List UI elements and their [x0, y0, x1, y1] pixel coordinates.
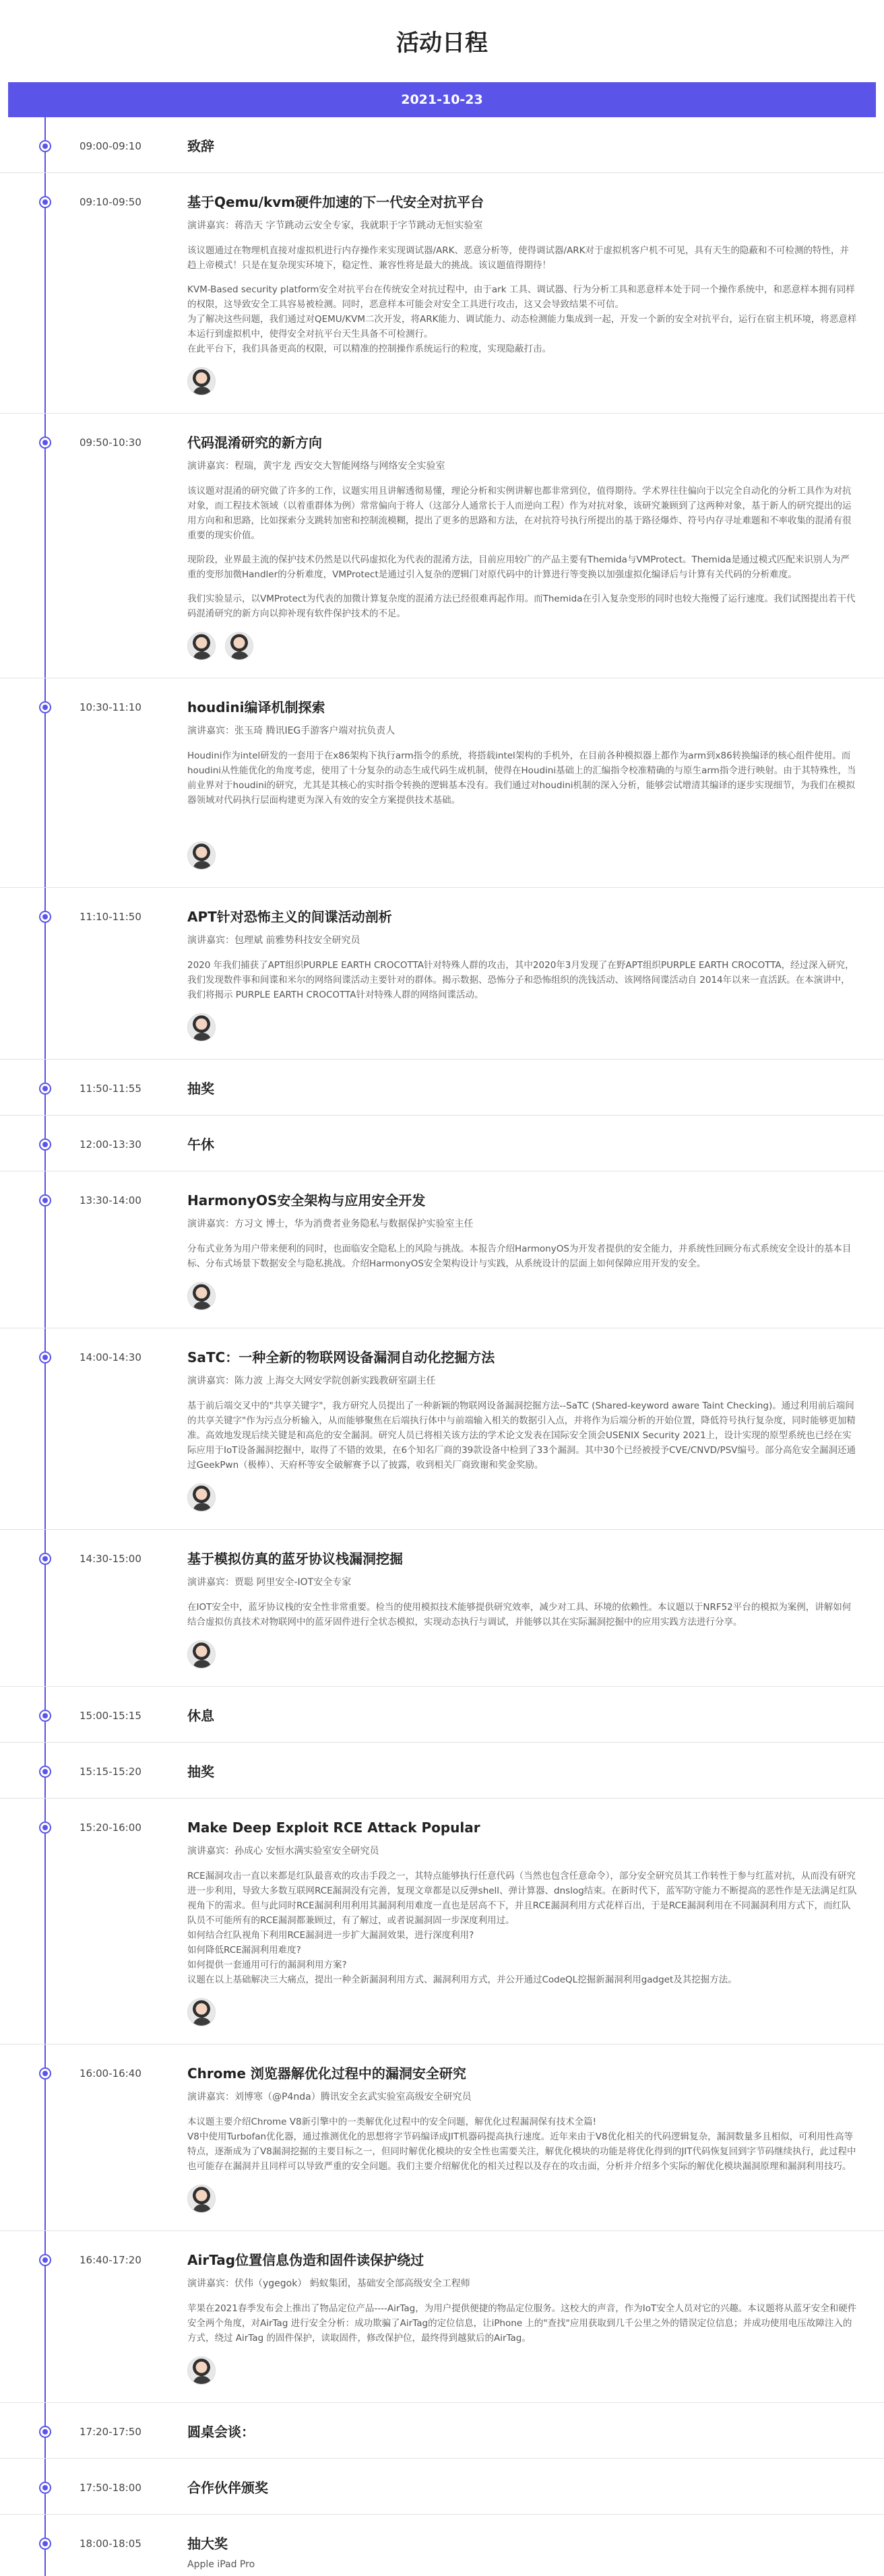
avatar [187, 2356, 216, 2385]
speaker-avatars [187, 2185, 857, 2213]
session-title: 休息 [187, 1708, 214, 1724]
description-paragraph: 分布式业务为用户带来便利的同时，也面临安全隐私上的风险与挑战。本报告介绍HarmonyOS为开发者提供的安全能力，并系统性回顾分布式系统安全设计的基本目标、分布式场景下数据安全与隐私挑战。介绍HarmonyOS安全架构设计与实践，从系统设计的层面上如何保障应用开发的安全。 [187, 1244, 852, 1269]
session-content [187, 137, 857, 155]
timeline-dot-icon [39, 1766, 51, 1778]
session-time: 11:50-11:55 [80, 1083, 141, 1095]
session-speaker: 演讲嘉宾：刘博寒（@P4nda）腾讯安全玄武实验室高级安全研究员 [187, 2092, 472, 2102]
timeline-dot-icon [39, 2482, 51, 2494]
session-time: 12:00-13:30 [80, 1138, 141, 1151]
session-title: Make Deep Exploit RCE Attack Popular [187, 1820, 480, 1836]
schedule-item [0, 173, 884, 414]
session-time: 17:50-18:00 [80, 2482, 141, 2494]
description-paragraph: 在IOT安全中，蓝牙协议栈的安全性非常重要。检当的使用模拟技术能够提供研究效率，减少对工具、环境的依赖性。本议题以于NRF52平台的模拟为案例，讲解如何结合虚拟仿真技术对物联网中的蓝牙固件进行全状态模拟，实现动态执行与调试，并能够以其在实际漏洞挖掘中的应用实践方法进行分享。 [187, 1602, 852, 1628]
description-paragraph: 我们实验显示，以VMProtect为代表的加微计算复杂度的混淆方法已经很难再起作用。而Themida在引入复杂变形的同时也较大拖慢了运行速度。我们试图提出若干代码混淆研究的新方向以抑补现有软件保护技术的不足。 [187, 593, 856, 619]
speaker-avatars [187, 1998, 857, 2026]
session-time: 15:15-15:20 [80, 1766, 141, 1778]
date-tab[interactable]: 2021-10-23 [8, 82, 876, 117]
avatar [187, 1998, 216, 2026]
session-content [187, 1707, 857, 1725]
timeline-dot-icon [39, 911, 51, 923]
session-title: 代码混淆研究的新方向 [187, 434, 322, 451]
schedule-item [0, 1687, 884, 1743]
session-speaker: 演讲嘉宾：贾聪 阿里安全-IOT安全专家 [187, 1577, 352, 1588]
schedule-item [0, 888, 884, 1060]
timeline [0, 117, 884, 2576]
schedule-item [0, 2403, 884, 2459]
description-paragraph: KVM-Based security platform安全对抗平台在传统安全对抗过程中，由于ark 工具、调试器、行为分析工具和恶意样本处于同一个操作系统中，和恶意样本拥有同样的权限，这导致安全工具容易被检测。同时，恶意样本可能会对安全工具进行攻击，这又会导致结果不可信。 为了解决这些问题，我们通过对QEMU/KVM二次开发，将ARK能力、调试能力、动态检测能力集成到一起，开发一个新的安全对抗平台，运行在宿主机环境，将恶意样本运行到虚拟机中，使得安全对抗平台天生具备不可检测行。 在此平台下，我们具备更高的权限，可以精准的控制操作系统运行的粒度，实现隐蔽打击。 [187, 284, 857, 354]
session-speaker: 演讲嘉宾：包理斌 前雅势科技安全研究员 [187, 935, 360, 946]
session-time: 09:10-09:50 [80, 196, 141, 208]
session-content [187, 1550, 857, 1669]
session-description [187, 2301, 857, 2346]
schedule-item [0, 2044, 884, 2231]
session-title: Chrome 浏览器解优化过程中的漏洞安全研究 [187, 2065, 466, 2082]
schedule-item [0, 1743, 884, 1799]
session-content [187, 2479, 857, 2497]
schedule-item [0, 678, 884, 888]
session-title: 基于Qemu/kvm硬件加速的下一代安全对抗平台 [187, 194, 484, 210]
schedule-item [0, 1328, 884, 1530]
session-description [187, 1600, 857, 1630]
session-content [187, 2535, 857, 2570]
avatar [187, 841, 216, 870]
session-speaker: 演讲嘉宾：孙成心 安恒水满实验室安全研究员 [187, 1846, 379, 1857]
session-title: 抽大奖 [187, 2536, 228, 2552]
session-time: 17:20-17:50 [80, 2426, 141, 2438]
session-time: 15:20-16:00 [80, 1822, 141, 1834]
session-speaker: 演讲嘉宾：程瑞，黄宇龙 西安交大智能网络与网络安全实验室 [187, 461, 445, 472]
avatar [187, 632, 216, 660]
session-time: 10:30-11:10 [80, 701, 141, 713]
avatar [187, 2185, 216, 2213]
speaker-avatars [187, 2356, 857, 2385]
avatar [187, 1483, 216, 1512]
session-content [187, 2251, 857, 2385]
avatar [187, 1013, 216, 1041]
session-content [187, 1136, 857, 1153]
session-description [187, 1398, 857, 1473]
speaker-avatars [187, 1282, 857, 1310]
speaker-avatars [187, 1013, 857, 1041]
session-time: 16:40-17:20 [80, 2254, 141, 2266]
avatar [187, 367, 216, 395]
timeline-dot-icon [39, 1553, 51, 1565]
session-title: houdini编译机制探索 [187, 699, 325, 715]
schedule-item [0, 1171, 884, 1328]
session-speaker: 演讲嘉宾：蒋浩天 字节跳动云安全专家，我就职于字节跳动无恒实验室 [187, 220, 483, 231]
timeline-dot-icon [39, 2254, 51, 2266]
session-time: 14:00-14:30 [80, 1351, 141, 1363]
timeline-dot-icon [39, 140, 51, 152]
timeline-dot-icon [39, 1822, 51, 1834]
session-content [187, 1080, 857, 1097]
session-speaker: 演讲嘉宾：张玉琦 腾讯IEG手游客户端对抗负责人 [187, 726, 396, 736]
session-description [187, 1242, 857, 1271]
session-title: 圆桌会谈： [187, 2424, 255, 2440]
session-time: 09:00-09:10 [80, 140, 141, 152]
session-time: 09:50-10:30 [80, 437, 141, 449]
avatar [187, 1640, 216, 1669]
session-content [187, 193, 857, 395]
timeline-dot-icon [39, 196, 51, 208]
avatar [187, 1282, 216, 1310]
timeline-dot-icon [39, 1710, 51, 1722]
session-description [187, 958, 857, 1002]
session-content [187, 1819, 857, 2026]
session-title: 合作伙伴颁奖 [187, 2480, 268, 2496]
session-title: 午休 [187, 1136, 214, 1153]
session-speaker: 演讲嘉宾：方习文 博士，华为消费者业务隐私与数据保护实验室主任 [187, 1219, 474, 1229]
description-paragraph: 该议题通过在物理机直接对虚拟机进行内存操作来实现调试器/ARK、恶意分析等，使得调试器/ARK对于虚拟机客户机不可见，具有天生的隐蔽和不可检测的特性，并趋上帝模式！只是在复杂现实环境下，稳定性、兼容性将是最大的挑战。该议题值得期待！ [187, 245, 850, 271]
session-content [187, 434, 857, 660]
session-description [187, 748, 857, 808]
schedule-item [0, 1799, 884, 2044]
session-time: 14:30-15:00 [80, 1553, 141, 1565]
description-paragraph: 2020 年我们捕获了APT组织PURPLE EARTH CROCOTTA针对特殊人群的攻击，其中2020年3月发现了在野APT组织PURPLE EARTH CROCOTTA，经过深入研究，我们发现数件事和间谍和米尔的网络间谍活动主要针对的群体。揭示数据、恐怖分子和恐怖组织的洗钱活动、该网络间谍活动自 2014年以来一直活跃。在本演讲中，我们将揭示 PURPLE EARTH CROCOTTA针对特殊人群的网络间谍活动。 [187, 960, 854, 1000]
session-content [187, 908, 857, 1041]
session-title: 基于模拟仿真的蓝牙协议栈漏洞挖掘 [187, 1551, 403, 1567]
session-content [187, 699, 857, 870]
avatar [225, 632, 253, 660]
session-content [187, 1763, 857, 1780]
timeline-dot-icon [39, 1083, 51, 1095]
session-time: 13:30-14:00 [80, 1194, 141, 1206]
session-speaker: 演讲嘉宾：陈力波 上海交大网安学院创新实践教研室副主任 [187, 1376, 436, 1386]
session-title: APT针对恐怖主义的间谍活动剖析 [187, 909, 392, 925]
description-paragraph: 本议题主要介绍Chrome V8新引擎中的一类解优化过程中的安全问题，解优化过程漏洞保有技术全篇! V8中使用Turbofan优化器，通过推测优化的思想将字节码编译成JIT机器码提高执行速度。近年来由于V8优化相关的代码逻辑复杂，漏洞数量多且相似，可利用性高等特点，逐渐成为了V8漏洞挖掘的主要目标之一，但同时解优化模块的安全性也需要关注，解优化模块的功能是将优化得到的JIT代码恢复回到字节码继续执行，此过程中也可能存在漏洞并且同样可以导致严重的安全问题。我们主要介绍解优化的相关过程以及存在的攻击面，分析并介绍多个实际的解优化模块漏洞原理和漏洞利用技巧。 [187, 2117, 856, 2172]
schedule-item [0, 2231, 884, 2403]
session-content [187, 1192, 857, 1310]
prize-text: Apple iPad Pro [187, 2559, 255, 2570]
description-paragraph: 苹果在2021春季发布会上推出了物品定位产品----AirTag，为用户提供便捷的物品定位服务。这校大的声音，作为IoT安全人员对它的兴趣。本议题将从蓝牙安全和硬件安全两个角度，对AirTag 进行安全分析：成功欺骗了AirTag的定位信息，让iPhone 上的"查找"应用获取到几千公里之外的错误定位信息；并成功使用电压故障注入的方式，绕过 AirTag 的固件保护，读取固件，修改保护位，最终得到越狱后的AirTag。 [187, 2303, 857, 2344]
session-content [187, 2423, 857, 2441]
timeline-dot-icon [39, 2426, 51, 2438]
schedule-item [0, 414, 884, 678]
speaker-avatars [187, 818, 857, 870]
session-speaker: 演讲嘉宾：伏伟（ygegok） 蚂蚁集团，基础安全部高级安全工程师 [187, 2278, 470, 2289]
description-paragraph: Houdini作为intel研发的一套用于在x86架构下执行arm指令的系统，将搭载intel架构的手机外，在目前各种模拟器上都作为arm到x86转换编译的核心组件使用。而houdini从性能优化的角度考虑，使用了十分复杂的动态生成代码生成机制，使得在Houdini基础上的汇编指令校准精确的与原生arm指令进行映射。由于其特殊性，当前业界对于houdini的研究，尤其是其核心的实时指令转换的逻辑基本没有。我们通过对houdini机制的深入分析，能够尝试增清其编译的逐步实现细节，为我们在模拟器领域对代码执行层面构建更为深入有效的安全方案提供技术基础。 [187, 750, 856, 806]
session-description [187, 1869, 857, 1987]
session-title: AirTag位置信息伪造和固件读保护绕过 [187, 2252, 424, 2268]
session-title: 抽奖 [187, 1764, 214, 1780]
description-paragraph: RCE漏洞攻击一直以来都是红队最喜欢的攻击手段之一，其特点能够执行任意代码（当然也包含任意命令），部分安全研究员其工作转性于参与红蓝对抗，从而没有研究进一步利用，导致大多数互联网RCE漏洞没有完善，复现文章都是以反弹shell、弹计算器、dnslog结束。在新时代下，蓝军防守能力不断提高的恶性作是无法满足红队视角下的需求。但与此同时RCE漏洞利用利用其漏洞利用难度一直也是居高不下，并且RCE漏洞利用方式花样百出，于是RCE漏洞利用在不同漏洞利用方式下，而红队队员不可能所有的RCE漏洞都兼顾过，有了解过，或者说漏洞固一步深度利用过。 如何结合红队视角下利用RCE漏洞进一步扩大漏洞效果，进行深度利用? 如何降低RCE漏洞利用难度? 如何提供一套通用可行的漏洞利用方案? 议题在以上基础解决三大痛点，提出一种全新漏洞利用方式、漏洞利用方式，并公开通过CodeQL挖掘新漏洞利用gadget及其挖掘方法。 [187, 1871, 857, 1985]
schedule-item [0, 1530, 884, 1687]
speaker-avatars [187, 367, 857, 395]
session-description [187, 243, 857, 356]
description-paragraph: 现阶段，业界最主流的保护技术仍然是以代码虚拟化为代表的混淆方法，目前应用较广的产品主要有Themida与VMProtect。Themida是通过模式匹配来识别人为严重的变形加微Handler的分析难度，VMProtect是通过引入复杂的逻辑门对原代码中的计算进行等变换以加强虚拟化编译后与计算有关代码的分析难度。 [187, 554, 850, 580]
session-content [187, 2065, 857, 2213]
schedule-item [0, 2515, 884, 2576]
schedule-item [0, 1116, 884, 1171]
session-time: 16:00-16:40 [80, 2067, 141, 2080]
timeline-dot-icon [39, 437, 51, 449]
timeline-dot-icon [39, 2067, 51, 2080]
session-content [187, 1349, 857, 1512]
schedule-item [0, 1060, 884, 1116]
session-description [187, 2115, 857, 2174]
session-description [187, 484, 857, 621]
session-title: 抽奖 [187, 1081, 214, 1097]
timeline-dot-icon [39, 2538, 51, 2550]
timeline-dot-icon [39, 1351, 51, 1363]
timeline-dot-icon [39, 1138, 51, 1151]
description-paragraph: 基于前后端交叉中的"共享关键字"，我方研究人员提出了一种新颖的物联网设备漏洞挖掘方法--SaTC (Shared-keyword aware Taint Checking)。通过利用前后端间的共享关键字"作为污点分析输入，从而能够聚焦在后端执行体中与前端输入相关的数据引入点，并将作为后端分析的开始位置，降低符号执行复杂度，同时能够更加精准。高效地发现后续关键是和高危的安全漏洞。研究人员已将相关该方法的学术论文发表在国际安全顶会USENIX Security 2021上，设计实现的原型系统也已经在实际应用于IoT设备漏洞挖掘中，取得了不错的效果，在6个知名厂商的39款设备中检到了33个漏洞。其中30个已经被授予CVE/CNVD/PSV编号。部分高危安全漏洞还通过GeekPwn（极棒）、天府杯等安全破解赛予以了披露，收到相关厂商致谢和奖金奖励。 [187, 1400, 856, 1471]
schedule-item [0, 117, 884, 173]
speaker-avatars [187, 1640, 857, 1669]
session-title: SaTC：一种全新的物联网设备漏洞自动化挖掘方法 [187, 1349, 495, 1365]
session-title: HarmonyOS安全架构与应用安全开发 [187, 1192, 426, 1209]
description-paragraph: 该议题对混淆的研究做了许多的工作，议题实用且讲解透彻易懂，理论分析和实例讲解也都非常到位，值得期待。学术界往往偏向于以完全自动化的分析工具作为对抗对象，而工程技术领域（以着重群体为例）常常偏向于将人（这部分人通常长于人而逆向工程）作为对抗对象，该研究兼顾到了这两种对象，基于新人的研究提出的运用方向和和思路，比如探索分支跳转加密和控制流模糊，提出了更多的思路和方法，在对抗符号执行所提出的基于路径爆炸、符号内存寻址难题和不率收集的混淆有很重要的现实价值。 [187, 486, 852, 541]
timeline-dot-icon [39, 1194, 51, 1206]
timeline-dot-icon [39, 701, 51, 713]
session-time: 15:00-15:15 [80, 1710, 141, 1722]
session-title: 致辞 [187, 138, 214, 154]
speaker-avatars [187, 632, 857, 660]
session-time: 18:00-18:05 [80, 2538, 141, 2550]
session-time: 11:10-11:50 [80, 911, 141, 923]
schedule-item [0, 2459, 884, 2515]
page-title: 活动日程 [396, 30, 488, 57]
speaker-avatars [187, 1483, 857, 1512]
